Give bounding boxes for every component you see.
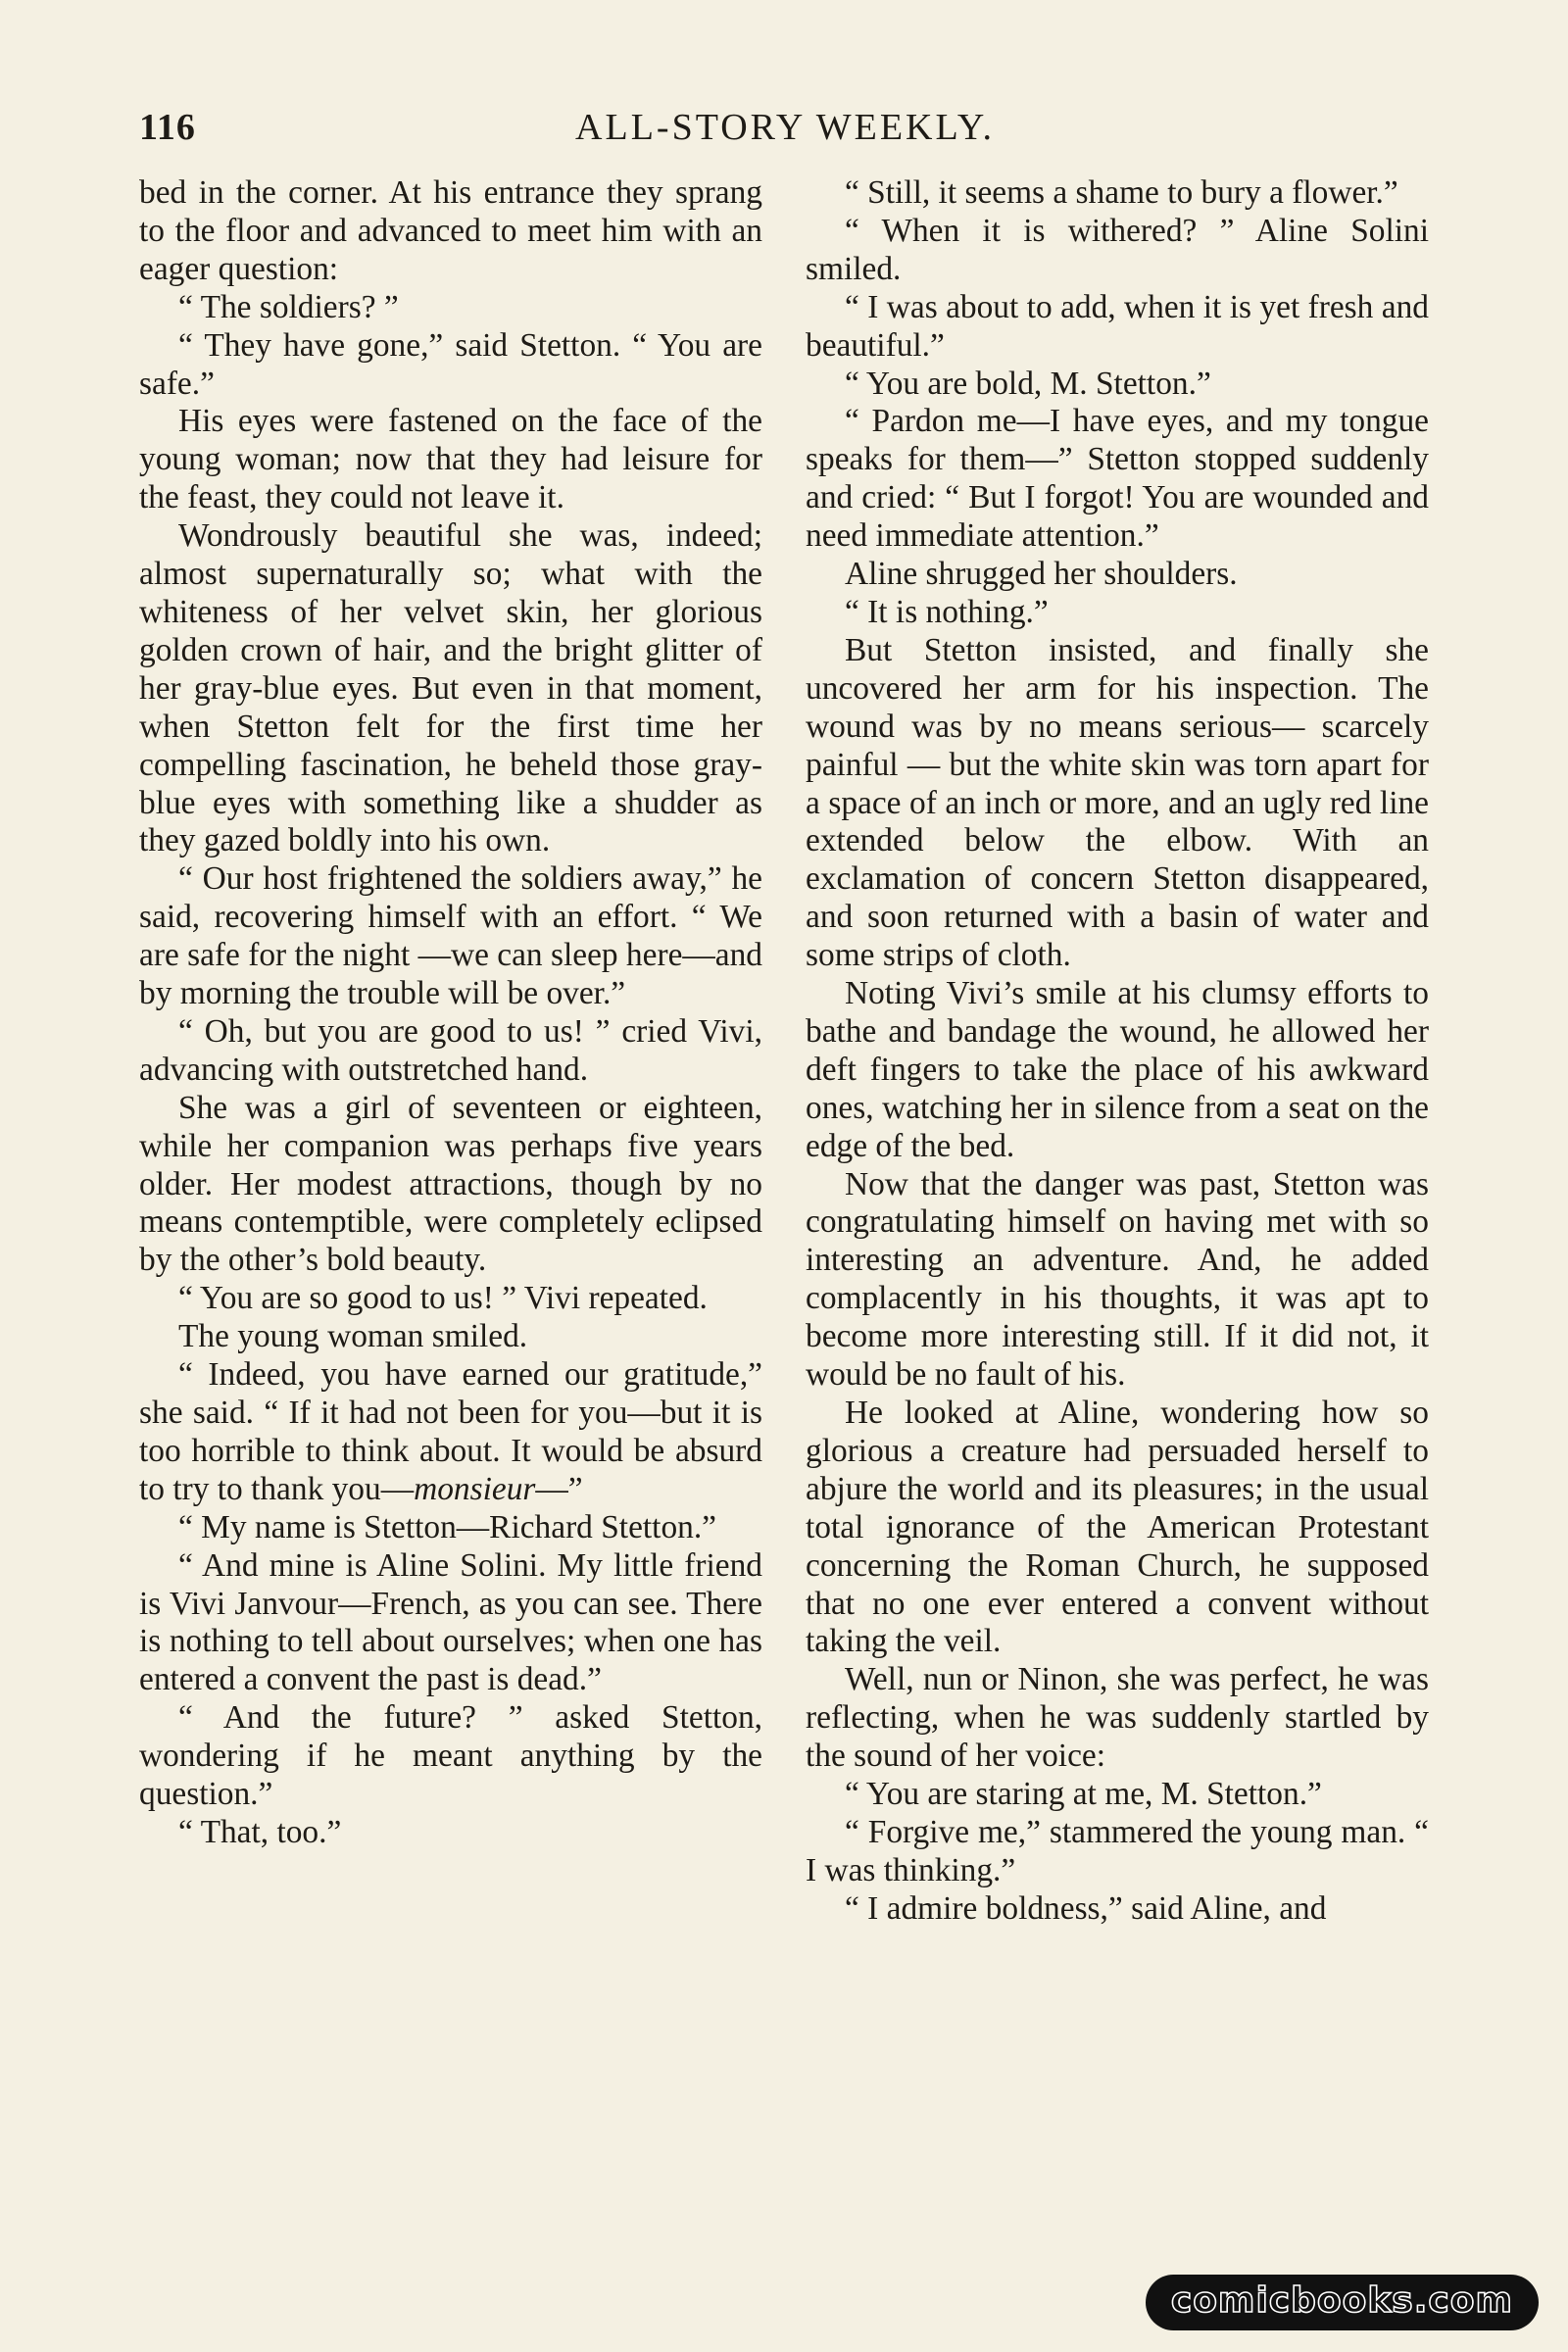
paragraph: Noting Vivi’s smile at his clumsy efforts to bathe and bandage the wound, he allowed her deft fingers to take the place of his awkward ones, watching her in silence from a seat on the edge of the bed. — [806, 975, 1429, 1164]
paragraph: Now that the danger was past, Stetton was congratulating himself on having met with so interesting an adventure. And, he added complacently in his thoughts, it was apt to become more interesting still. If it did not, it would be no fault of his. — [806, 1165, 1429, 1394]
paragraph: “ When it is withered? ” Aline Solini smiled. — [806, 212, 1429, 287]
running-title: ALL-STORY WEEKLY. — [575, 107, 995, 148]
paragraph: “ You are bold, M. Stetton.” — [845, 365, 1211, 402]
paragraph: “ Still, it seems a shame to bury a flower.” — [845, 174, 1398, 211]
paragraph: “ They have gone,” said Stetton. “ You are safe.” — [139, 326, 762, 402]
paragraph: His eyes were fastened on the face of the young woman; now that they had leisure for the feast, they could not leave it. — [139, 403, 762, 516]
paragraph — [139, 1356, 762, 1509]
watermark-logo: comicbooks.com — [1146, 2275, 1539, 2330]
paragraph: “ It is nothing.” — [845, 593, 1049, 630]
paragraph: “ And the future? ” asked Stetton, wondering if he meant anything by the question.” — [139, 1699, 762, 1813]
paragraph: “ My name is Stetton—Richard Stetton.” — [178, 1508, 717, 1545]
page-header — [139, 106, 1431, 155]
paragraph: She was a girl of seventeen or eighteen, while her companion was perhaps five years older. Her modest attractions, though by no means contemptible, were completely eclipsed by the other’s bold beauty. — [139, 1089, 762, 1279]
paragraph: “ Oh, but you are good to us! ” cried Vivi, advancing with outstretched hand. — [139, 1012, 762, 1088]
paragraph: “ Forgive me,” stammered the young man. “ I was thinking.” — [806, 1813, 1429, 1888]
paragraph: “ I was about to add, when it is yet fresh and beautiful.” — [806, 288, 1429, 364]
italic-word: monsieur — [414, 1470, 536, 1507]
paragraph: bed in the corner. At his entrance they sprang to the floor and advanced to meet him with an eager question: — [139, 174, 762, 287]
paragraph: “ You are staring at me, M. Stetton.” — [845, 1776, 1322, 1813]
paragraph: “ Pardon me—I have eyes, and my tongue speaks for them—” Stetton stopped suddenly and cried: “ But I forgot! You are wounded and need immediate attention.” — [806, 403, 1429, 555]
paragraph: “ Our host frightened the soldiers away,” he said, recovering himself with an effort. “ We are safe for the night —we can sleep here—and by morning the trouble will be over.” — [139, 860, 762, 1012]
paragraph: But Stetton insisted, and finally she uncovered her arm for his inspection. The wound was by no means serious— scarcely painful — but the white skin was torn apart for a space of an inch or more, and an ugly red line extended below the elbow. With an exclamation of concern Stetton disappeared, and soon returned with a basin of water and some strips of cloth. — [806, 631, 1429, 974]
paragraph: “ You are so good to us! ” Vivi repeated. — [178, 1280, 708, 1317]
paragraph: “ And mine is Aline Solini. My little friend is Vivi Janvour—French, as you can see. There is nothing to tell about ourselves; when one has entered a convent the past is dead.” — [139, 1546, 762, 1698]
paragraph: He looked at Aline, wondering how so glorious a creature had persuaded herself to abjure the world and its pleasures; in the usual total ignorance of the American Protestant concerning the Roman Church, he supposed that no one ever entered a convent without taking the veil. — [806, 1395, 1429, 1660]
paragraph: The young woman smiled. — [178, 1318, 528, 1355]
left-column — [139, 174, 762, 1852]
paragraph-text: “ Indeed, you have earned our gratitude,” she said. “ If it had not been for you—but it is too horrible to think about. It would be absurd to try to thank you— — [139, 1356, 762, 1507]
paragraph: Well, nun or Ninon, she was perfect, he was reflecting, when he was suddenly startled by the sound of her voice: — [806, 1661, 1429, 1775]
paragraph: Wondrously beautiful she was, indeed; almost supernaturally so; what with the whiteness of her velvet skin, her glorious golden crown of hair, and the bright glitter of her gray-blue eyes. But even in that moment, when Stetton felt for the first time her compelling fascination, he beheld those gray-blue eyes with something like a shudder as they gazed boldly into his own. — [139, 517, 762, 859]
paragraph: “ The soldiers? ” — [178, 288, 399, 325]
paragraph-tail: —” — [535, 1470, 583, 1507]
paragraph: Aline shrugged her shoulders. — [845, 556, 1238, 593]
page-number: 116 — [139, 107, 196, 148]
right-column — [806, 174, 1429, 1929]
paragraph: “ That, too.” — [178, 1813, 342, 1850]
paragraph: “ I admire boldness,” said Aline, and — [845, 1889, 1327, 1927]
